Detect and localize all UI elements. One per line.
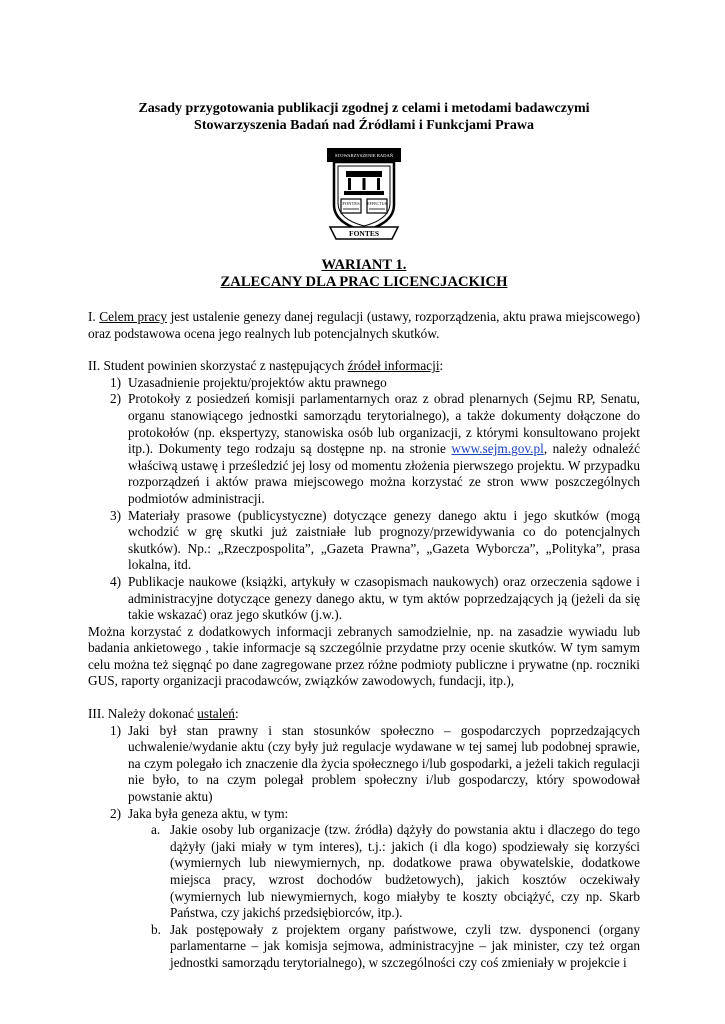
list-number: 3)	[110, 507, 122, 523]
title-line-2: Stowarzyszenia Badań nad Źródłami i Funkcjami Prawa	[194, 118, 534, 133]
list-item	[88, 391, 640, 507]
list-text: Uzasadnienie projektu/projektów aktu prawnego	[128, 374, 387, 390]
list-item	[88, 723, 640, 806]
section-2-list	[88, 375, 640, 624]
list-number: 1)	[110, 374, 122, 390]
list-text: , należy odnaleźć właściwą ustawę i prześledzić jej losy od momentu złożenia pierwszego projektu. W przypadku rozporządzeń i aktów prawa miejscowego można korzystać ze stron www poszczególnych podmiotów administracji.	[128, 441, 640, 506]
section-1-underlined: Celem pracy	[99, 309, 168, 324]
list-number: 4)	[110, 573, 122, 589]
variant-line-1: WARIANT 1.	[321, 257, 407, 273]
list-number: 2)	[110, 805, 122, 821]
section-2-underlined: źródeł informacji	[347, 358, 440, 374]
section-1-paragraph	[88, 309, 640, 342]
list-text: Protokoły z posiedzeń komisji parlamentarnych oraz z obrad plenarnych (Sejmu RP, Senatu, organu stanowiącego jednostki samorządu terytorialnego), a także dokumenty dołączone do protokołów (np. ekspertyzy, stanowiska osób lub organizacji, z którymi konsultowano projekt itp.). Dokumenty tego rodzaju są dostępne np. na stronie	[128, 391, 640, 457]
section-2-closing: Można korzystać z dodatkowych informacji zebranych samodzielnie, np. na zasadzie wywiadu lub badania ankietowego , takie informacje są szczególnie przydatne przy ocenie skutków. W tym samym celu można też sięgnąć po dane zagregowane przez różne podmioty publiczne i prywatne (np. roczniki GUS, raporty organizacji pracodawców, związków zawodowych, fundacji, itp.),	[88, 623, 640, 689]
logo-top-text: STOWARZYSZENIE BADAŃ	[334, 153, 394, 158]
sublist-item	[88, 822, 640, 922]
section-1-prefix: I.	[88, 309, 100, 324]
sublist-text: Jak postępowały z projektem organy państwowe, czyli tzw. dysponenci (organy parlamentarne – jak komisja sejmowa, administracyjne – jak minister, czy też organ jednostki samorządu terytorialnego), w szczególności czy coś zmieniały w projekcie i	[170, 921, 640, 970]
list-number: 1)	[110, 722, 122, 738]
logo	[88, 147, 640, 241]
list-item	[88, 375, 640, 392]
list-text: Jaki był stan prawny i stan stosunków społeczno – gospodarczych poprzedzających uchwalenie/wydanie aktu (czy były już regulacje wydawane w tej samej lub podobnej sprawie, na czym polegało ich znaczenie dla życia społecznego i/lub gospodarki, a jeżeli takich regulacji nie było, to na czym polegał problem społeczny i/lub gospodarczy, który spowodował powstanie aktu)	[128, 722, 640, 805]
section-3-suffix: :	[234, 706, 239, 722]
section-3-sublist	[88, 822, 640, 971]
sublist-letter: a.	[151, 822, 161, 838]
section-2-prefix: II. Student powinien skorzystać z następujących	[88, 358, 348, 374]
sublist-letter: b.	[151, 921, 161, 937]
document-page	[88, 100, 640, 972]
list-text: Jaka była geneza aktu, w tym:	[128, 805, 289, 821]
sublist-item	[88, 922, 640, 972]
list-text: Materiały prasowe (publicystyczne) dotyczące genezy danego aktu i jego skutków (mogą wchodzić w grę skutki już zaistniałe lub prognozy/przewidywania co do potencjalnych skutków). Np.: „Rzeczpospolita”, „Gazeta Prawna”, „Gazeta Wyborcza”, „Polityka”, prasa lokalna, itd.	[128, 507, 640, 573]
logo-banner-text: FONTES	[348, 229, 380, 238]
section-3-list	[88, 723, 640, 823]
fontes-crest-icon	[326, 147, 402, 241]
list-item	[88, 508, 640, 574]
list-number: 2)	[110, 391, 122, 407]
logo-right-book: EFFECTUS	[367, 201, 387, 206]
sejm-link[interactable]: www.sejm.gov.pl	[451, 441, 544, 457]
document-title	[88, 100, 640, 134]
section-3-prefix: III. Należy dokonać	[88, 706, 198, 722]
list-text: Publikacje naukowe (książki, artykuły w czasopismach naukowych) oraz orzeczenia sądowe i administracyjne dotyczące genezy danego aktu, w tym aktów poprzedzających ją (jeżeli da się takie wskazać) oraz jego skutków (j.w.).	[128, 573, 640, 623]
section-3-underlined: ustaleń	[197, 706, 235, 722]
logo-left-book: FONTES	[342, 201, 360, 206]
list-item	[88, 574, 640, 624]
title-line-1: Zasady przygotowania publikacji zgodnej z celami i metodami badawczymi	[138, 101, 590, 116]
sublist-text: Jakie osoby lub organizacje (tzw. źródła) dążyły do powstania aktu i dlaczego do tego dążyły (jaki miały w tym interes), t.j.: jakich (i dla kogo) spodziewały się korzyści (wymiernych lub niewymiernych, np. dodatkowe prawa obywatelskie, dodatkowe miejsca pracy, wzrost dochodów budżetowych), jakich kosztów oczekiwały (wymiernych lub niewymiernych, kogo miałyby te koszty obciążyć, czy np. Skarb Państwa, czy jakichś przedsiębiorców, itp.).	[170, 822, 640, 921]
section-3-heading	[88, 706, 640, 723]
variant-line-2: ZALECANY DLA PRAC LICENCJACKICH	[220, 274, 508, 290]
section-1-text: jest ustalenie genezy danej regulacji (ustawy, rozporządzenia, aktu prawa miejscowego) oraz podstawowa ocena jego realnych lub potencjalnych skutków.	[88, 309, 641, 341]
section-2-suffix: :	[439, 358, 444, 374]
list-item	[88, 806, 640, 823]
variant-heading	[88, 257, 640, 291]
section-2-heading	[88, 358, 640, 375]
